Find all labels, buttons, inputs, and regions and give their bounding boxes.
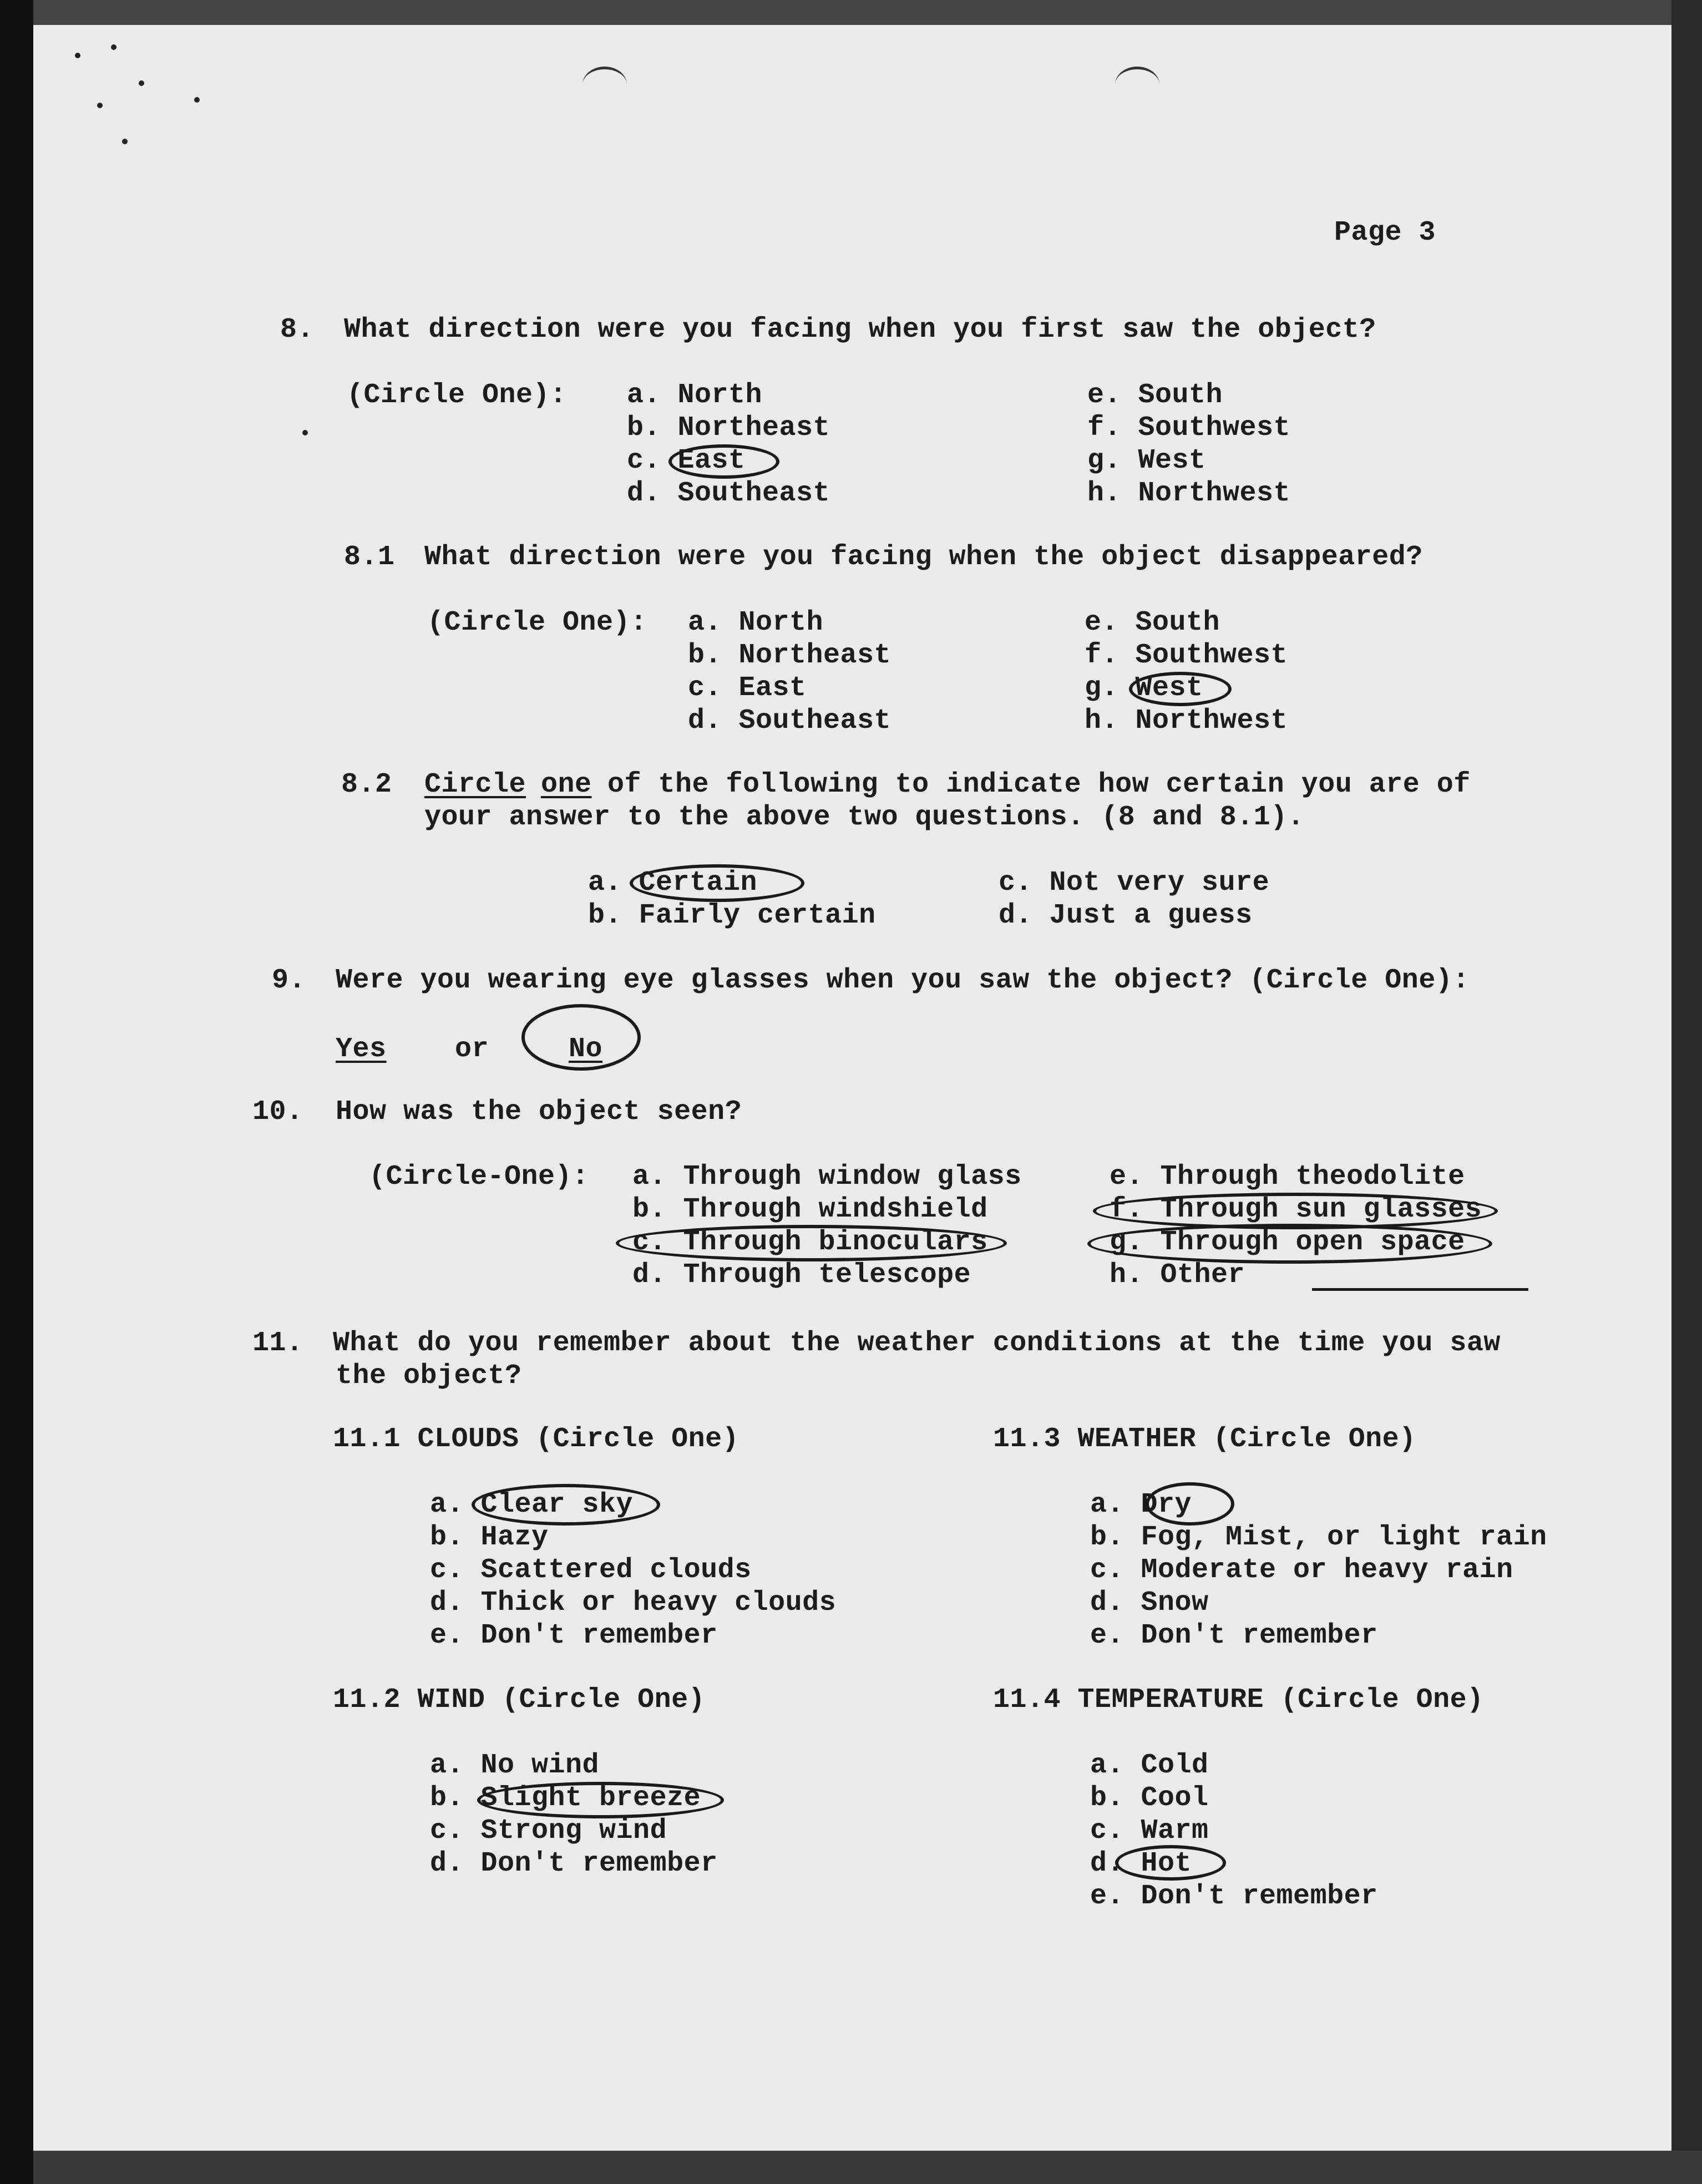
- q8-1-option: c. East: [688, 672, 807, 704]
- q8-number: 8.: [280, 314, 315, 346]
- q9-or-text: or: [455, 1033, 489, 1065]
- q10-text: How was the object seen?: [336, 1096, 742, 1128]
- q11-4-option: c. Warm: [1090, 1815, 1209, 1847]
- punch-hole-mark: [1115, 67, 1159, 103]
- q11-1-option: a. Clear sky: [430, 1489, 634, 1521]
- scan-border-left: [0, 0, 33, 2184]
- q8-option: d. Southeast: [627, 478, 830, 509]
- q11-1-option: e. Don't remember: [430, 1620, 718, 1651]
- q8-2-text-line2: your answer to the above two questions. (8 and 8.1).: [424, 802, 1305, 833]
- q11-2-option: b. Slight breeze: [430, 1782, 701, 1814]
- q9-number: 9.: [272, 965, 306, 996]
- q8-2-one-word: one: [541, 769, 592, 800]
- q10-option: e. Through theodolite: [1110, 1161, 1465, 1193]
- q10-option: a. Through window glass: [632, 1161, 1022, 1193]
- q11-text-line2: the object?: [336, 1360, 522, 1392]
- q10-option: h. Other: [1110, 1259, 1245, 1291]
- handdrawn-circle-mark: [616, 1225, 1007, 1261]
- q8-2-option: a. Certain: [588, 867, 758, 899]
- q11-4-option: e. Don't remember: [1090, 1881, 1378, 1912]
- q8-option: b. Northeast: [627, 412, 830, 444]
- q8-2-circle-word: Circle: [424, 769, 526, 800]
- q8-option: g. West: [1087, 445, 1206, 477]
- q10-number: 10.: [252, 1096, 303, 1128]
- q8-text: What direction were you facing when you first saw the object?: [344, 314, 1376, 346]
- q8-2-number: 8.2: [341, 769, 392, 800]
- scan-speck: [122, 139, 128, 144]
- q8-option: e. South: [1087, 379, 1223, 411]
- q8-1-number: 8.1: [344, 541, 395, 573]
- q11-1-option: d. Thick or heavy clouds: [430, 1587, 837, 1619]
- q10-option: g. Through open space: [1110, 1227, 1465, 1258]
- q11-4-option: d. Hot: [1090, 1848, 1192, 1879]
- scan-speck: [139, 80, 144, 86]
- q10-option: f. Through sun glasses: [1110, 1194, 1482, 1225]
- handdrawn-circle-mark: [1087, 1224, 1492, 1264]
- q10-option: d. Through telescope: [632, 1259, 971, 1291]
- q11-4-heading: 11.4 TEMPERATURE (Circle One): [993, 1684, 1484, 1716]
- q10-option: b. Through windshield: [632, 1194, 988, 1225]
- q11-3-option: e. Don't remember: [1090, 1620, 1378, 1651]
- handdrawn-circle-mark: [1146, 1482, 1234, 1526]
- q11-3-option: c. Moderate or heavy rain: [1090, 1554, 1513, 1586]
- q11-3-heading: 11.3 WEATHER (Circle One): [993, 1423, 1416, 1455]
- scan-speck: [111, 44, 116, 50]
- q11-2-option: a. No wind: [430, 1750, 600, 1781]
- q11-2-option: c. Strong wind: [430, 1815, 667, 1847]
- page-number: Page 3: [1334, 217, 1436, 249]
- q11-2-option: d. Don't remember: [430, 1848, 718, 1879]
- q8-option: f. Southwest: [1087, 412, 1291, 444]
- q11-3-option: d. Snow: [1090, 1587, 1209, 1619]
- q11-1-option: c. Scattered clouds: [430, 1554, 752, 1586]
- other-blank-line: [1312, 1288, 1528, 1291]
- q9-yes-option: Yes: [336, 1033, 387, 1065]
- scan-border-bottom: [33, 2151, 1702, 2184]
- q11-1-option: b. Hazy: [430, 1522, 549, 1553]
- q8-1-instruction: (Circle One):: [427, 607, 647, 639]
- q8-2-option: d. Just a guess: [999, 900, 1253, 931]
- q8-1-option: b. Northeast: [688, 640, 891, 671]
- handdrawn-circle-mark: [668, 444, 779, 479]
- q9-no-option: No: [569, 1033, 603, 1065]
- scan-speck: [75, 53, 80, 58]
- q8-1-option: f. Southwest: [1085, 640, 1288, 671]
- punch-hole-mark: [582, 67, 627, 103]
- scan-speck: [302, 430, 308, 435]
- handdrawn-circle-mark: [1115, 1845, 1226, 1881]
- scan-border-right: [1671, 0, 1702, 2184]
- q8-2-text: of the following to indicate how certain you are of: [607, 769, 1471, 800]
- handdrawn-circle-mark: [521, 1004, 641, 1071]
- q8-1-option: h. Northwest: [1085, 705, 1288, 737]
- handdrawn-circle-mark: [472, 1484, 660, 1526]
- q10-instruction: (Circle-One):: [369, 1161, 589, 1193]
- q8-1-option: g. West: [1085, 672, 1203, 704]
- handdrawn-circle-mark: [477, 1782, 724, 1818]
- q9-text: Were you wearing eye glasses when you saw the object? (Circle One):: [336, 965, 1470, 996]
- q8-option: a. North: [627, 379, 763, 411]
- q8-2-option: b. Fairly certain: [588, 900, 876, 931]
- q8-option: c. East: [627, 445, 746, 477]
- q8-option: h. Northwest: [1087, 478, 1291, 509]
- handdrawn-circle-mark: [630, 864, 804, 902]
- q8-instruction: (Circle One):: [347, 379, 567, 411]
- q11-4-option: b. Cool: [1090, 1782, 1209, 1814]
- q8-1-text: What direction were you facing when the object disappeared?: [424, 541, 1423, 573]
- q11-4-option: a. Cold: [1090, 1750, 1209, 1781]
- q8-2-option: c. Not very sure: [999, 867, 1270, 899]
- scan-speck: [97, 103, 103, 108]
- scan-border-top: [33, 0, 1702, 25]
- q10-option: c. Through binoculars: [632, 1227, 988, 1258]
- q11-3-option: b. Fog, Mist, or light rain: [1090, 1522, 1547, 1553]
- q8-1-option: d. Southeast: [688, 705, 891, 737]
- q11-text: What do you remember about the weather conditions at the time you saw: [333, 1327, 1501, 1359]
- scan-speck: [194, 97, 200, 103]
- q11-2-heading: 11.2 WIND (Circle One): [333, 1684, 706, 1716]
- q11-1-heading: 11.1 CLOUDS (Circle One): [333, 1423, 739, 1455]
- q8-1-option: a. North: [688, 607, 824, 639]
- handdrawn-circle-mark: [1129, 672, 1232, 706]
- q11-number: 11.: [252, 1327, 303, 1359]
- q8-1-option: e. South: [1085, 607, 1220, 639]
- q11-3-option: a. Dry: [1090, 1489, 1192, 1521]
